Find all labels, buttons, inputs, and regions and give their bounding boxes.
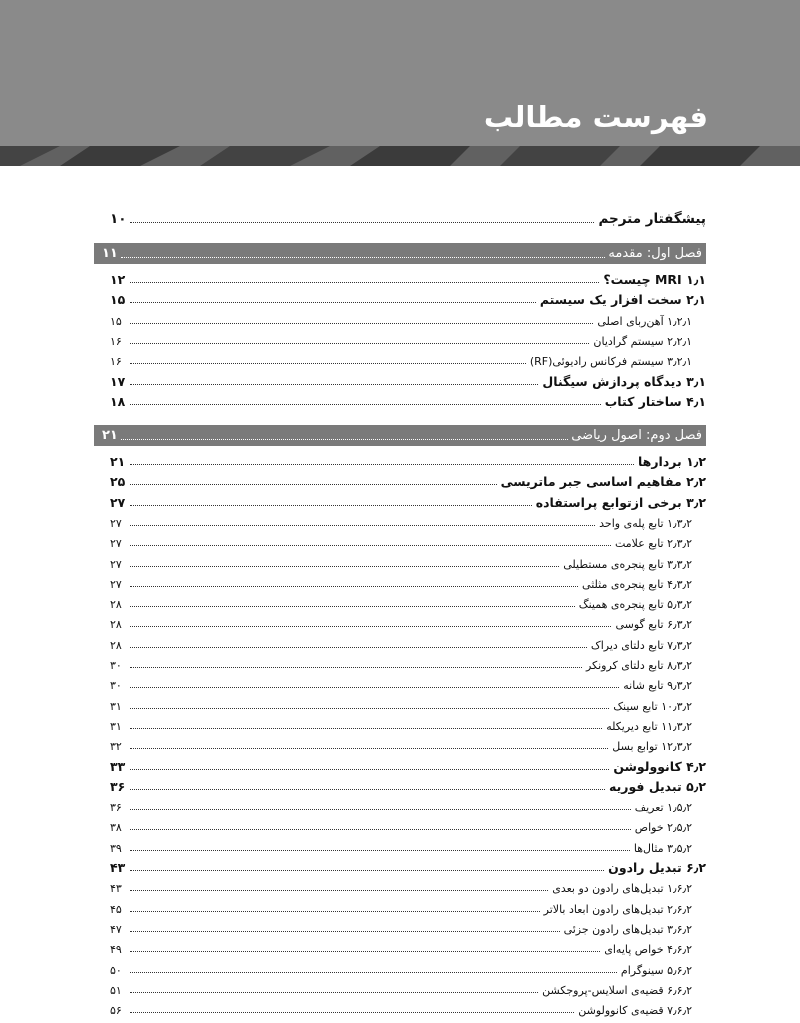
toc-entry-label: ۴٫۲ کانوولوشن (613, 758, 706, 774)
toc-entry-label: ۱٫۲ بردارها (637, 454, 706, 469)
toc-entry-label: ۳٫۱ دیدگاه پردازش سیگنال (542, 373, 706, 389)
toc-leader-dots (130, 809, 631, 810)
toc-subsection[interactable] (110, 998, 706, 1017)
toc-subsection[interactable] (110, 552, 706, 571)
toc-section[interactable] (110, 856, 706, 875)
toc-entry-page: ۲۵ (110, 474, 126, 490)
toc-entry-page: ۱۲ (110, 272, 126, 287)
toc-leader-dots (130, 222, 594, 223)
toc-entry-page: ۳۸ (110, 821, 122, 835)
toc-entry-page: ۳۰ (110, 679, 122, 693)
toc-entry-page: ۵۱ (110, 983, 122, 997)
toc-entry-label: ۶٫۲ تبدیل رادون (608, 860, 706, 875)
toc-entry-label: ۸٫۳٫۲ تابع دلتای کرونکر (585, 659, 692, 672)
toc-preface[interactable] (110, 208, 706, 227)
toc-leader-dots (130, 687, 619, 688)
toc-leader-dots (130, 566, 559, 567)
toc-entry-label: ۱۱٫۳٫۲ تابع دیریکله (606, 719, 692, 733)
toc-entry-page: ۲۱ (110, 454, 126, 469)
toc-entry-page: ۱۸ (110, 393, 126, 409)
toc-entry-label: ۱٫۲٫۱ آهن‌ربای اصلی (597, 314, 692, 328)
toc-leader-dots (130, 992, 538, 993)
header-banner (0, 0, 800, 166)
toc-section[interactable] (110, 288, 706, 307)
toc-entry-label: ۱٫۶٫۲ تبدیل‌های رادون دو بعدی (552, 882, 692, 896)
chapter-page: ۱۱ (102, 246, 118, 261)
toc-entry-page: ۲۷ (110, 537, 122, 551)
toc-leader-dots (130, 789, 605, 790)
toc-leader-dots (130, 931, 560, 932)
toc-leader-dots (130, 363, 526, 364)
toc-leader-dots (130, 484, 497, 485)
toc-entry-label: ۷٫۳٫۲ تابع دلتای دیراک (590, 638, 692, 652)
toc-leader-dots (130, 302, 536, 303)
toc-entry-page: ۲۸ (110, 598, 122, 612)
toc-leader-dots (130, 323, 593, 324)
toc-subsection[interactable] (110, 917, 706, 936)
toc-leader-dots (130, 870, 604, 871)
toc-entry-label: ۱٫۱ MRI چیست؟ (603, 272, 706, 287)
toc-leader-dots (130, 829, 631, 830)
toc-entry-page: ۱۰ (110, 211, 127, 227)
toc-leader-dots (130, 626, 611, 627)
toc-leader-dots (121, 439, 568, 440)
toc-entry-page: ۳۲ (110, 740, 122, 754)
toc-entry-label: ۵٫۳٫۲ تابع پنجره‌ی همینگ (578, 598, 692, 612)
toc-entry-label: ۱۲٫۳٫۲ توابع بسل (612, 740, 692, 754)
toc-entry-page: ۱۶ (110, 355, 122, 369)
toc-leader-dots (130, 647, 587, 648)
toc-leader-dots (130, 525, 595, 526)
toc-entry-label: ۲٫۵٫۲ خواص (634, 821, 692, 835)
toc-subsection[interactable] (110, 592, 706, 611)
toc-subsection[interactable] (110, 937, 706, 956)
toc-entry-page: ۳۰ (110, 659, 122, 672)
chapter-heading[interactable] (94, 425, 706, 446)
toc-subsection[interactable] (110, 958, 706, 977)
toc-entry-page: ۳۱ (110, 699, 122, 713)
toc-entry-page: ۴۳ (110, 882, 122, 896)
toc-subsection[interactable] (110, 978, 706, 997)
toc-subsection[interactable] (110, 349, 706, 368)
chapter-title: فصل دوم: اصول ریاضی (571, 428, 702, 443)
toc-section[interactable] (110, 370, 706, 389)
toc-entry-label: ۲٫۳٫۲ تابع علامت (614, 537, 692, 551)
toc-entry-page: ۱۵ (110, 314, 122, 328)
toc-leader-dots (130, 1012, 574, 1013)
toc-entry-page: ۵۰ (110, 963, 122, 977)
toc-entry-page: ۴۳ (110, 860, 126, 875)
toc-entry-page: ۱۷ (110, 373, 126, 389)
toc-entry-page: ۳۹ (110, 841, 122, 855)
toc-entry-label: ۲٫۲ مفاهیم اساسی جبر ماتریسی (500, 474, 706, 490)
toc-leader-dots (130, 951, 600, 952)
toc-entry-label: ۵٫۲ تبدیل فوریه (608, 778, 706, 794)
toc-section[interactable] (110, 268, 706, 287)
toc-subsection[interactable] (110, 897, 706, 916)
toc-leader-dots (130, 890, 548, 891)
toc-subsection[interactable] (110, 815, 706, 834)
toc-entry-page: ۳۶ (110, 801, 122, 815)
toc-leader-dots (130, 586, 578, 587)
toc-leader-dots (130, 464, 634, 465)
toc-entry-page: ۴۷ (110, 922, 122, 936)
toc-subsection[interactable] (110, 734, 706, 753)
toc-leader-dots (121, 257, 606, 258)
toc-entry-page: ۲۷ (110, 577, 122, 591)
toc-section[interactable] (110, 491, 706, 510)
toc-entry-page: ۱۶ (110, 334, 122, 348)
toc-subsection[interactable] (110, 572, 706, 591)
toc-entry-label: ۶٫۳٫۲ تابع گوسی (615, 618, 692, 632)
toc-leader-dots (130, 384, 538, 385)
toc-subsection[interactable] (110, 511, 706, 530)
toc-entry-label: ۲٫۲٫۱ سیستم گرادیان (593, 334, 692, 348)
toc-entry-label: ۳٫۶٫۲ تبدیل‌های رادون جزئی (563, 922, 692, 936)
toc-entry-page: ۴۹ (110, 943, 122, 957)
toc-leader-dots (130, 708, 609, 709)
toc-leader-dots (130, 404, 601, 405)
toc-entry-page: ۲۸ (110, 618, 122, 632)
toc-entry-label: ۲٫۱ سخت افزار یک سیستم (539, 292, 706, 308)
toc-leader-dots (130, 667, 582, 668)
toc-entry-label: ۵٫۶٫۲ سینوگرام (620, 963, 692, 977)
toc-leader-dots (130, 728, 602, 729)
toc-entry-label: ۷٫۶٫۲ قضیه‌ی کانوولوشن (578, 1004, 692, 1018)
toc-subsection[interactable] (110, 653, 706, 672)
toc-entry-label: ۴٫۱ ساختار کتاب (604, 393, 706, 409)
toc-leader-dots (130, 545, 611, 546)
toc-section[interactable] (110, 470, 706, 489)
toc-leader-dots (130, 911, 540, 912)
toc-leader-dots (130, 505, 532, 506)
toc-entry-label: پیشگفتار مترجم (598, 211, 706, 227)
toc-entry-page: ۳۳ (110, 758, 126, 774)
toc-entry-label: ۲٫۶٫۲ تبدیل‌های رادون ابعاد بالاتر (543, 902, 692, 916)
toc-entry-label: ۳٫۳٫۲ تابع پنجره‌ی مستطیلی (563, 557, 692, 571)
toc-leader-dots (130, 343, 589, 344)
toc-entry-label: ۱٫۵٫۲ تعریف (634, 801, 692, 815)
toc-subsection[interactable] (110, 714, 706, 733)
toc-entry-label: ۳٫۲ برخی ازتوابع پراستفاده (535, 494, 706, 510)
toc-entry-page: ۱۵ (110, 292, 126, 308)
toc-leader-dots (130, 282, 599, 283)
toc-entry-page: ۲۷ (110, 557, 122, 571)
toc-entry-page: ۲۷ (110, 516, 122, 530)
toc-entry-label: ۱۰٫۳٫۲ تابع سینک (613, 699, 692, 713)
toc-section[interactable] (110, 755, 706, 774)
toc-leader-dots (130, 606, 575, 607)
toc-subsection[interactable] (110, 673, 706, 692)
toc-entry-page: ۳۶ (110, 778, 126, 794)
toc-leader-dots (130, 748, 608, 749)
toc-subsection[interactable] (110, 329, 706, 348)
toc-leader-dots (130, 850, 630, 851)
toc-section[interactable] (110, 775, 706, 794)
toc-entry-page: ۵۶ (110, 1004, 122, 1018)
toc-entry-label: ۹٫۳٫۲ تابع شانه (623, 679, 692, 693)
toc-subsection[interactable] (110, 694, 706, 713)
page-title: فهرست مطالب (483, 100, 708, 134)
chapter-heading[interactable] (94, 243, 706, 264)
toc-subsection[interactable] (110, 612, 706, 631)
toc-subsection[interactable] (110, 309, 706, 328)
toc-section[interactable] (110, 390, 706, 409)
toc-leader-dots (130, 972, 617, 973)
toc-leader-dots (130, 769, 609, 770)
toc-entry-label: ۳٫۵٫۲ مثال‌ها (633, 841, 692, 855)
toc-subsection[interactable] (110, 836, 706, 855)
toc-entry-label: ۴٫۳٫۲ تابع پنجره‌ی مثلثی (582, 577, 692, 591)
toc-entry-label: ۴٫۶٫۲ خواص پایه‌ای (604, 943, 692, 957)
toc-subsection[interactable] (110, 876, 706, 895)
toc-subsection[interactable] (110, 633, 706, 652)
toc-entry-page: ۴۵ (110, 902, 122, 916)
chapter-title: فصل اول: مقدمه (608, 246, 702, 261)
toc-entry-page: ۲۸ (110, 638, 122, 652)
toc-entry-label: ۶٫۶٫۲ قضیه‌ی اسلایس-پروجکشن (542, 983, 692, 997)
banner-pattern (0, 0, 800, 166)
toc-entry-page: ۲۷ (110, 494, 126, 510)
toc-subsection[interactable] (110, 531, 706, 550)
toc-entry-page: ۳۱ (110, 719, 122, 733)
toc-entry-label: ۳٫۲٫۱ سیستم فرکانس رادیوئی(RF) (529, 355, 692, 369)
toc-section[interactable] (110, 450, 706, 469)
toc-subsection[interactable] (110, 795, 706, 814)
toc-entry-label: ۱٫۳٫۲ تابع پله‌ی واحد (599, 516, 692, 530)
chapter-page: ۲۱ (102, 428, 118, 443)
